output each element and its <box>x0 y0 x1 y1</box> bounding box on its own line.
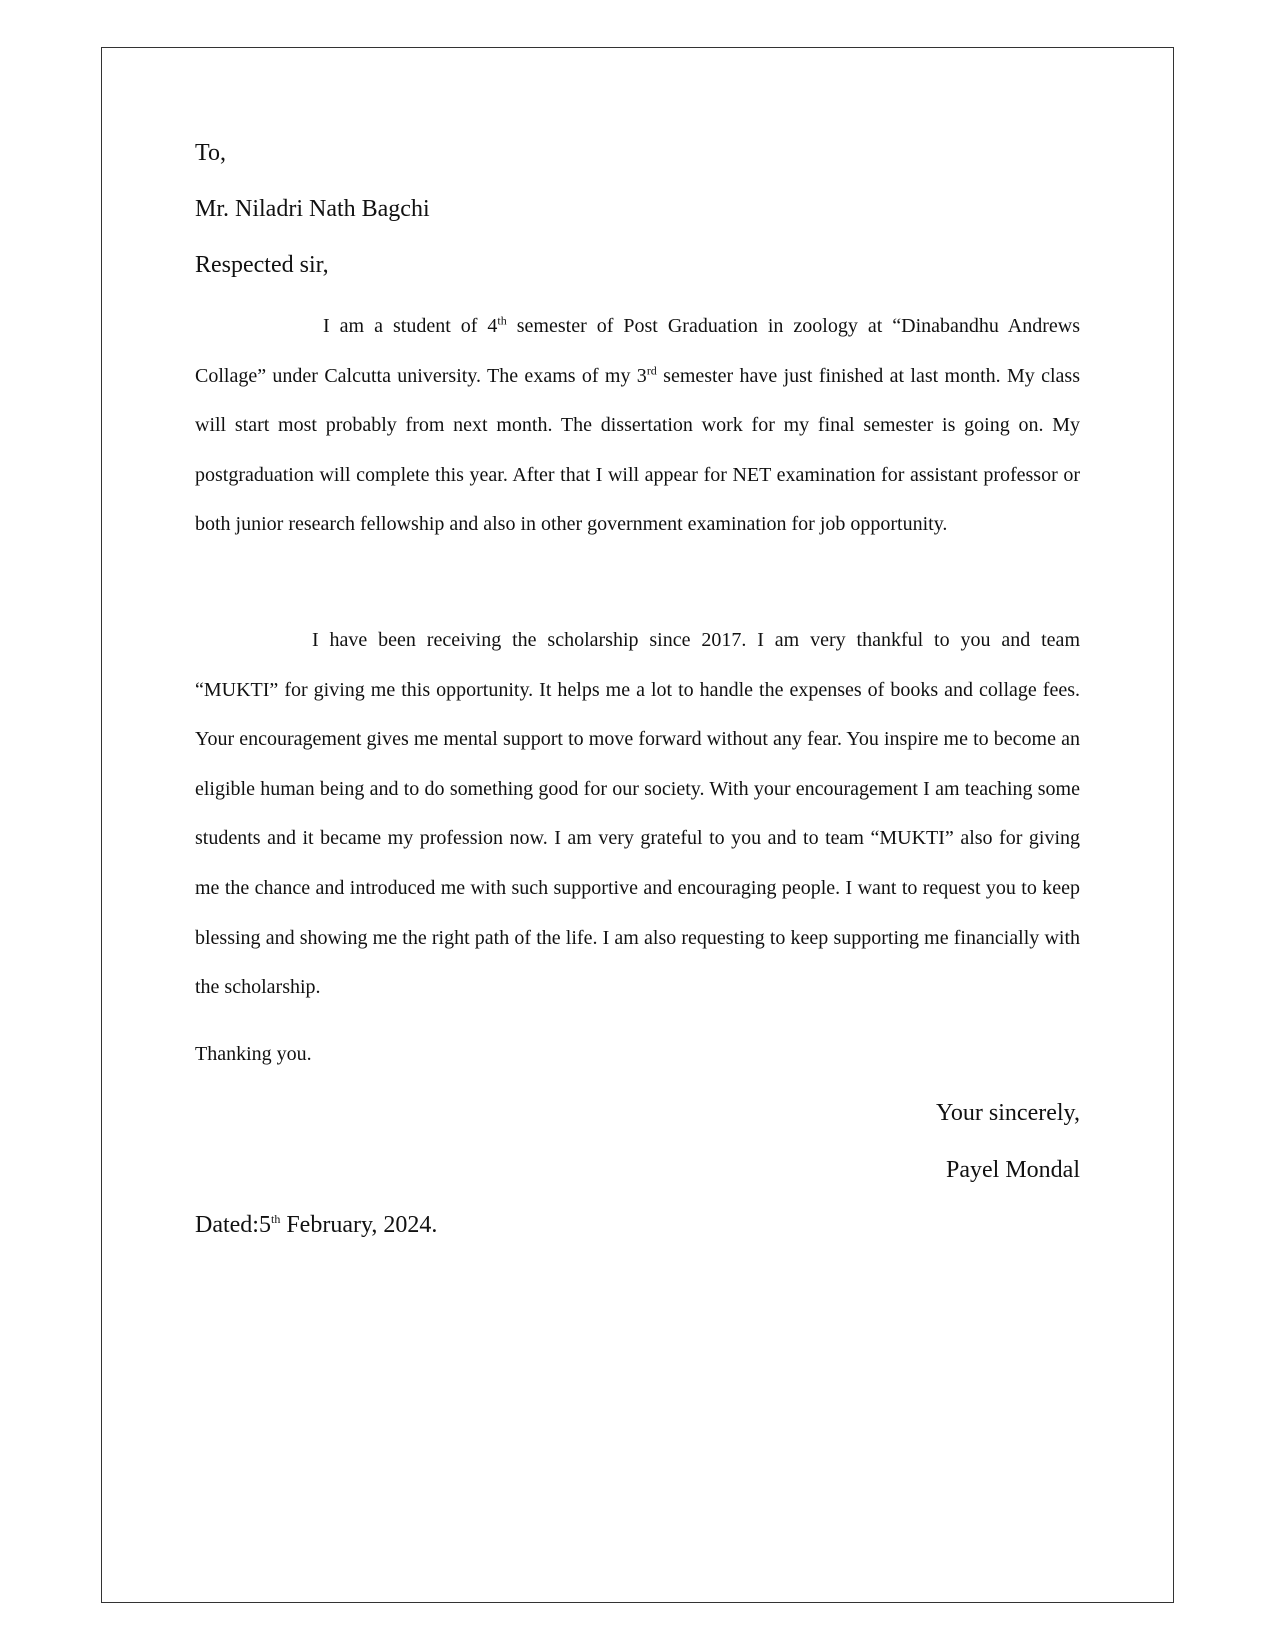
date-prefix: Dated:5 <box>195 1212 271 1238</box>
date-line <box>195 1212 437 1239</box>
para1-text-b: semester of Post Graduation in zoology at “Dinabandhu Andrews Collage” under Calcutta university. The exams of my 3 <box>195 315 1080 387</box>
para2-text: I have been receiving the scholarship since 2017. I am very thankful to you and team “MUKTI” for giving me this opportunity. It helps me a lot to handle the expenses of books and collage fees. Your encouragement gives me mental support to move forward without any fear. You inspire me to become an eligible human being and to do something good for our society. With your encouragement I am teaching some students and it became my profession now. I am very grateful to you and to team “MUKTI” also for giving me the chance and introduced me with such supportive and encouraging people. I want to request you to keep blessing and showing me the right path of the life. I am also requesting to keep supporting me financially with the scholarship. <box>195 629 1080 999</box>
date-sup: th <box>270 1212 281 1226</box>
para1-text-c: semester have just finished at last month. My class will start most probably from next month. The dissertation work for my final semester is going on. My postgraduation will complete this year. After that I will appear for NET examination for assistant professor or both junior research fellowship and also in other government examination for job opportunity. <box>195 364 1080 536</box>
thanks-line: Thanking you. <box>195 1043 312 1065</box>
closing-line: Your sincerely, <box>936 1100 1080 1126</box>
para1-text-a: I am a student of 4 <box>323 315 498 337</box>
para1-sup-a: th <box>497 313 507 328</box>
paragraph-1 <box>195 302 1080 550</box>
salutation-to: To, <box>195 140 226 166</box>
para1-sup-b: rd <box>646 362 657 377</box>
signature-name: Payel Mondal <box>946 1157 1080 1183</box>
greeting: Respected sir, <box>195 252 329 278</box>
recipient-name: Mr. Niladri Nath Bagchi <box>195 196 430 222</box>
paragraph-2 <box>195 616 1080 1013</box>
date-suffix: February, 2024. <box>280 1212 438 1238</box>
